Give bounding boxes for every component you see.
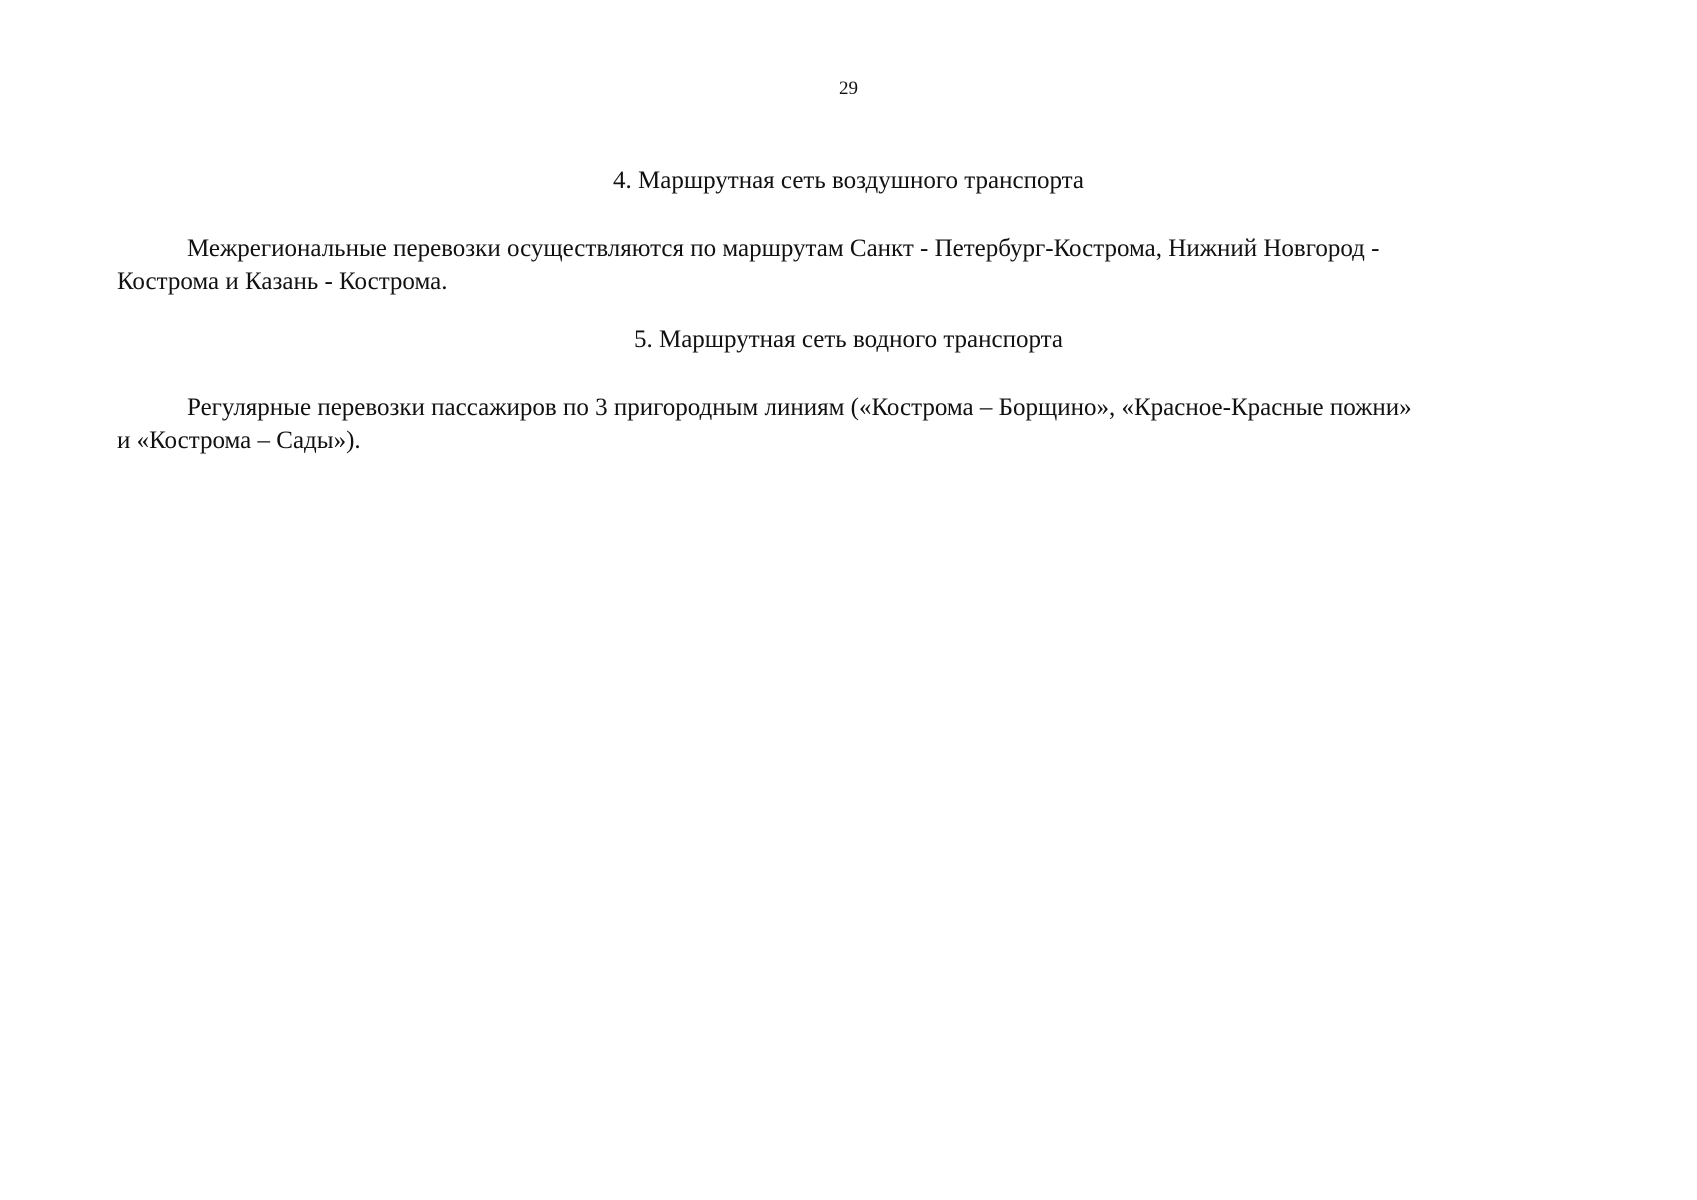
paragraph-air-routes <box>117 232 1587 298</box>
paragraph-line: Кострома и Казань - Кострома. <box>117 268 448 295</box>
section-heading-water-transport: 5. Маршрутная сеть водного транспорта <box>633 326 1064 353</box>
paragraph-water-routes <box>117 391 1587 457</box>
section-heading-air-transport: 4. Маршрутная сеть воздушного транспорта <box>613 167 1084 194</box>
paragraph-line: Регулярные перевозки пассажиров по 3 пригородным линиям («Кострома – Борщино», «Красное-Красные пожни» <box>187 394 1412 421</box>
page-number: 29 <box>839 78 858 99</box>
paragraph-line: и «Кострома – Сады»). <box>117 427 361 454</box>
paragraph-line: Межрегиональные перевозки осуществляются по маршрутам Санкт - Петербург-Кострома, Нижний Новгород - <box>187 235 1380 262</box>
